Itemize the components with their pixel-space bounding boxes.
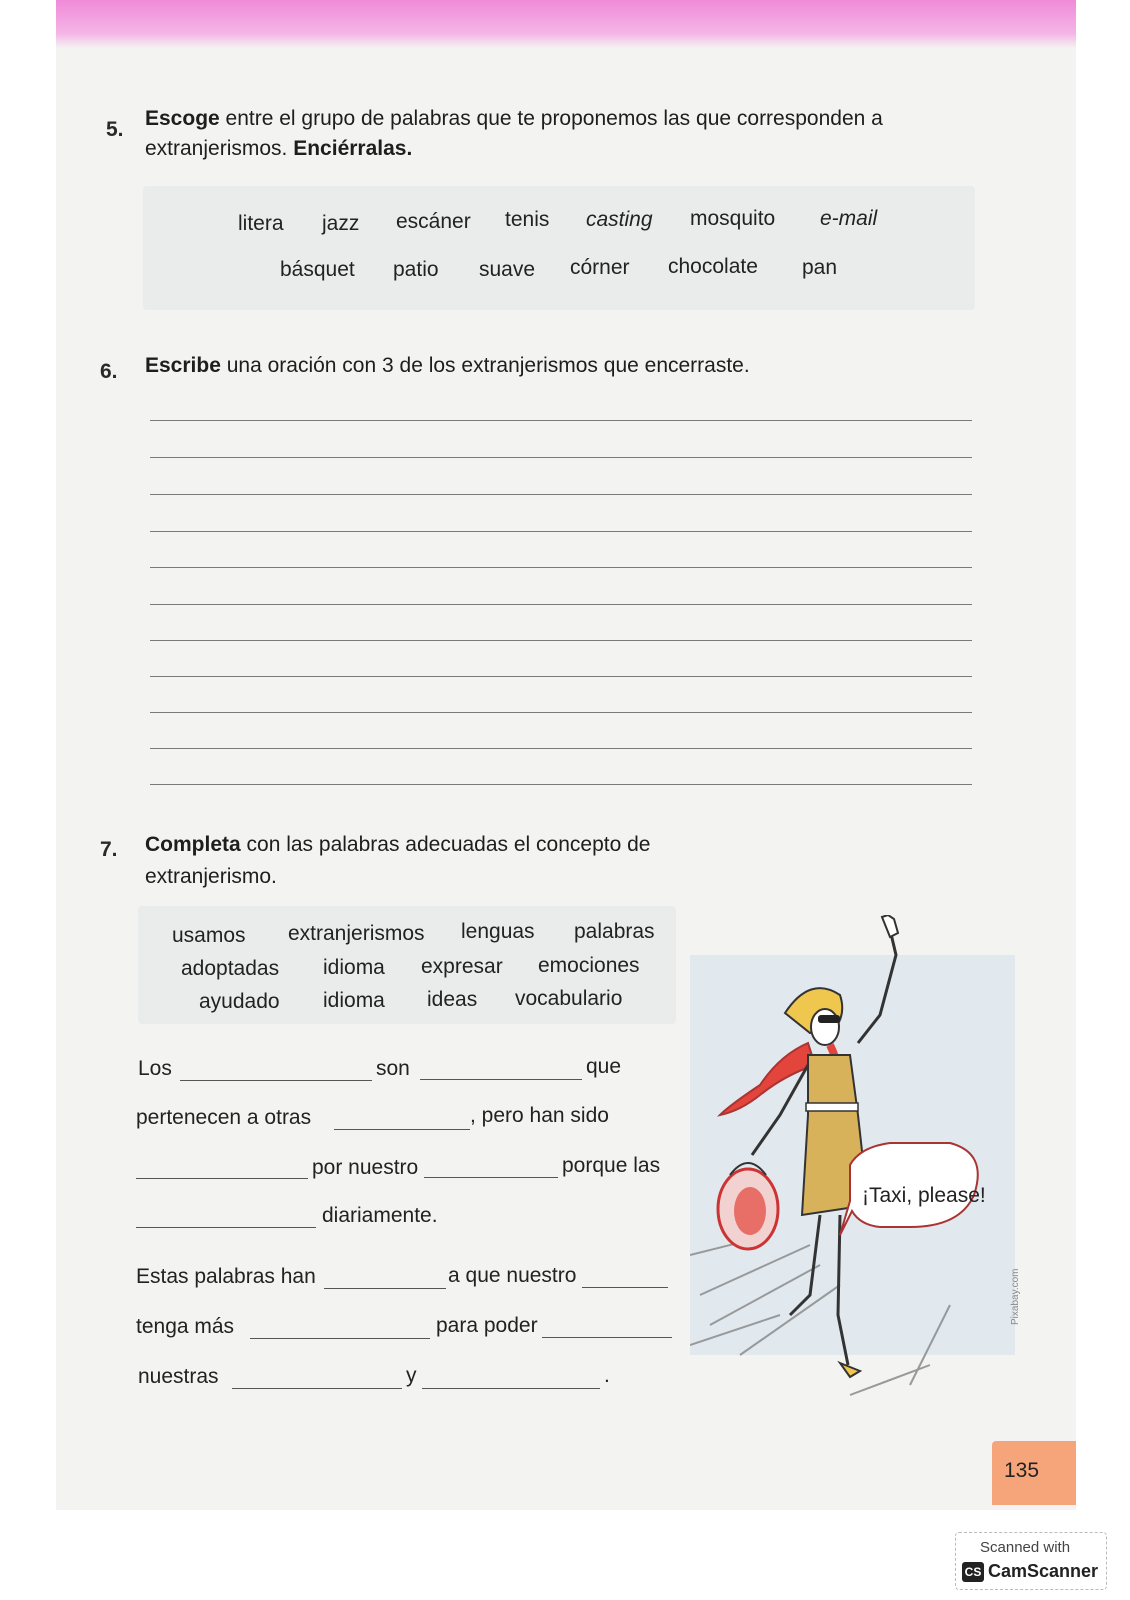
word-option[interactable]: casting: [586, 208, 653, 231]
writing-line[interactable]: [150, 420, 972, 421]
bank-word: adoptadas: [181, 957, 280, 980]
writing-line[interactable]: [150, 712, 972, 713]
cloze-blank[interactable]: [324, 1288, 446, 1289]
cloze-blank[interactable]: [420, 1079, 582, 1080]
cloze-blank[interactable]: [582, 1287, 668, 1288]
cloze-text: .: [604, 1364, 610, 1387]
cloze-text: nuestras: [138, 1365, 219, 1388]
exercise-7-text-2: extranjerismo.: [145, 865, 277, 888]
exercise-5-text-1: entre el grupo de palabras que te proponemos las que corresponden a: [219, 107, 883, 130]
cloze-text: y: [406, 1364, 417, 1387]
cloze-text: para poder: [436, 1314, 538, 1337]
writing-line[interactable]: [150, 494, 972, 495]
exercise-6-verb: Escribe: [145, 354, 221, 377]
word-option[interactable]: litera: [238, 212, 284, 235]
word-option[interactable]: suave: [479, 258, 536, 281]
exercise-7-verb: Completa: [145, 833, 241, 856]
cloze-text: pertenecen a otras: [136, 1106, 312, 1129]
bank-word: idioma: [323, 956, 385, 979]
word-box-exercise-5: [143, 186, 975, 310]
writing-line[interactable]: [150, 784, 972, 785]
exercise-7-instruction: [145, 830, 675, 860]
word-option[interactable]: córner: [570, 256, 630, 279]
exercise-5-instruction: [145, 104, 975, 134]
cloze-text: son: [376, 1057, 410, 1080]
exercise-5-text-2: extranjerismos.: [145, 137, 294, 160]
word-option[interactable]: patio: [393, 258, 439, 281]
bank-word: ayudado: [199, 990, 280, 1013]
cloze-text: Estas palabras han: [136, 1265, 316, 1288]
word-option[interactable]: escáner: [396, 210, 471, 233]
word-option[interactable]: tenis: [505, 208, 550, 231]
page-number: 135: [1004, 1459, 1040, 1482]
cloze-text: por nuestro: [312, 1156, 419, 1179]
cloze-blank[interactable]: [424, 1177, 558, 1178]
cloze-blank[interactable]: [250, 1338, 430, 1339]
exercise-6-text: una oración con 3 de los extranjerismos que encerraste.: [220, 354, 750, 377]
bank-word: idioma: [323, 989, 385, 1012]
camscanner-logo-icon: CS: [962, 1562, 984, 1582]
scanner-line2: CamScanner: [988, 1561, 1099, 1581]
cloze-blank[interactable]: [422, 1388, 600, 1389]
cloze-blank[interactable]: [136, 1178, 308, 1179]
cloze-text: diariamente.: [322, 1204, 438, 1227]
bank-word: expresar: [421, 955, 503, 978]
exercise-5-verb-2: Enciérralas.: [293, 137, 413, 160]
page-number-badge: [992, 1441, 1076, 1505]
bank-word: ideas: [427, 988, 478, 1011]
cloze-text: tenga más: [136, 1315, 235, 1338]
bank-word: usamos: [172, 924, 246, 947]
bank-word: palabras: [574, 920, 655, 943]
cloze-blank[interactable]: [232, 1388, 402, 1389]
writing-line[interactable]: [150, 748, 972, 749]
cloze-text: porque las: [562, 1154, 661, 1177]
writing-line[interactable]: [150, 567, 972, 568]
word-option[interactable]: mosquito: [690, 207, 776, 230]
writing-line[interactable]: [150, 676, 972, 677]
word-option[interactable]: pan: [802, 256, 838, 279]
word-option[interactable]: e-mail: [820, 207, 878, 230]
cloze-blank[interactable]: [334, 1129, 470, 1130]
writing-line[interactable]: [150, 604, 972, 605]
taxi-woman-illustration: [690, 915, 1030, 1430]
bank-word: lenguas: [461, 920, 535, 943]
cloze-text: que: [586, 1055, 622, 1078]
writing-line[interactable]: [150, 457, 972, 458]
exercise-5-number: 5.: [106, 118, 124, 141]
exercise-7-text-1: con las palabras adecuadas el concepto de: [240, 833, 651, 856]
scanner-line1: Scanned with: [980, 1539, 1071, 1556]
bank-word: vocabulario: [515, 987, 623, 1010]
cloze-text: , pero han sido: [470, 1104, 609, 1127]
cloze-blank[interactable]: [542, 1337, 672, 1338]
writing-line[interactable]: [150, 640, 972, 641]
top-color-band: [56, 0, 1076, 48]
image-credit: Pixabay.com: [1010, 1268, 1021, 1325]
exercise-5-instruction-line2: [145, 134, 412, 164]
exercise-5-verb: Escoge: [145, 107, 220, 130]
bank-word: extranjerismos: [288, 922, 425, 945]
cloze-blank[interactable]: [180, 1080, 372, 1081]
word-option[interactable]: chocolate: [668, 255, 758, 278]
cloze-text: a que nuestro: [448, 1264, 577, 1287]
exercise-6-instruction: [145, 351, 750, 381]
writing-line[interactable]: [150, 531, 972, 532]
exercise-6-number: 6.: [100, 360, 118, 383]
word-option[interactable]: básquet: [280, 258, 355, 281]
camscanner-watermark: [955, 1532, 1107, 1590]
speech-bubble-text: ¡Taxi, please!: [862, 1184, 986, 1207]
cloze-text: Los: [138, 1057, 172, 1080]
cloze-blank[interactable]: [136, 1227, 316, 1228]
word-option[interactable]: jazz: [322, 212, 360, 235]
bank-word: emociones: [538, 954, 640, 977]
exercise-7-number: 7.: [100, 838, 118, 861]
